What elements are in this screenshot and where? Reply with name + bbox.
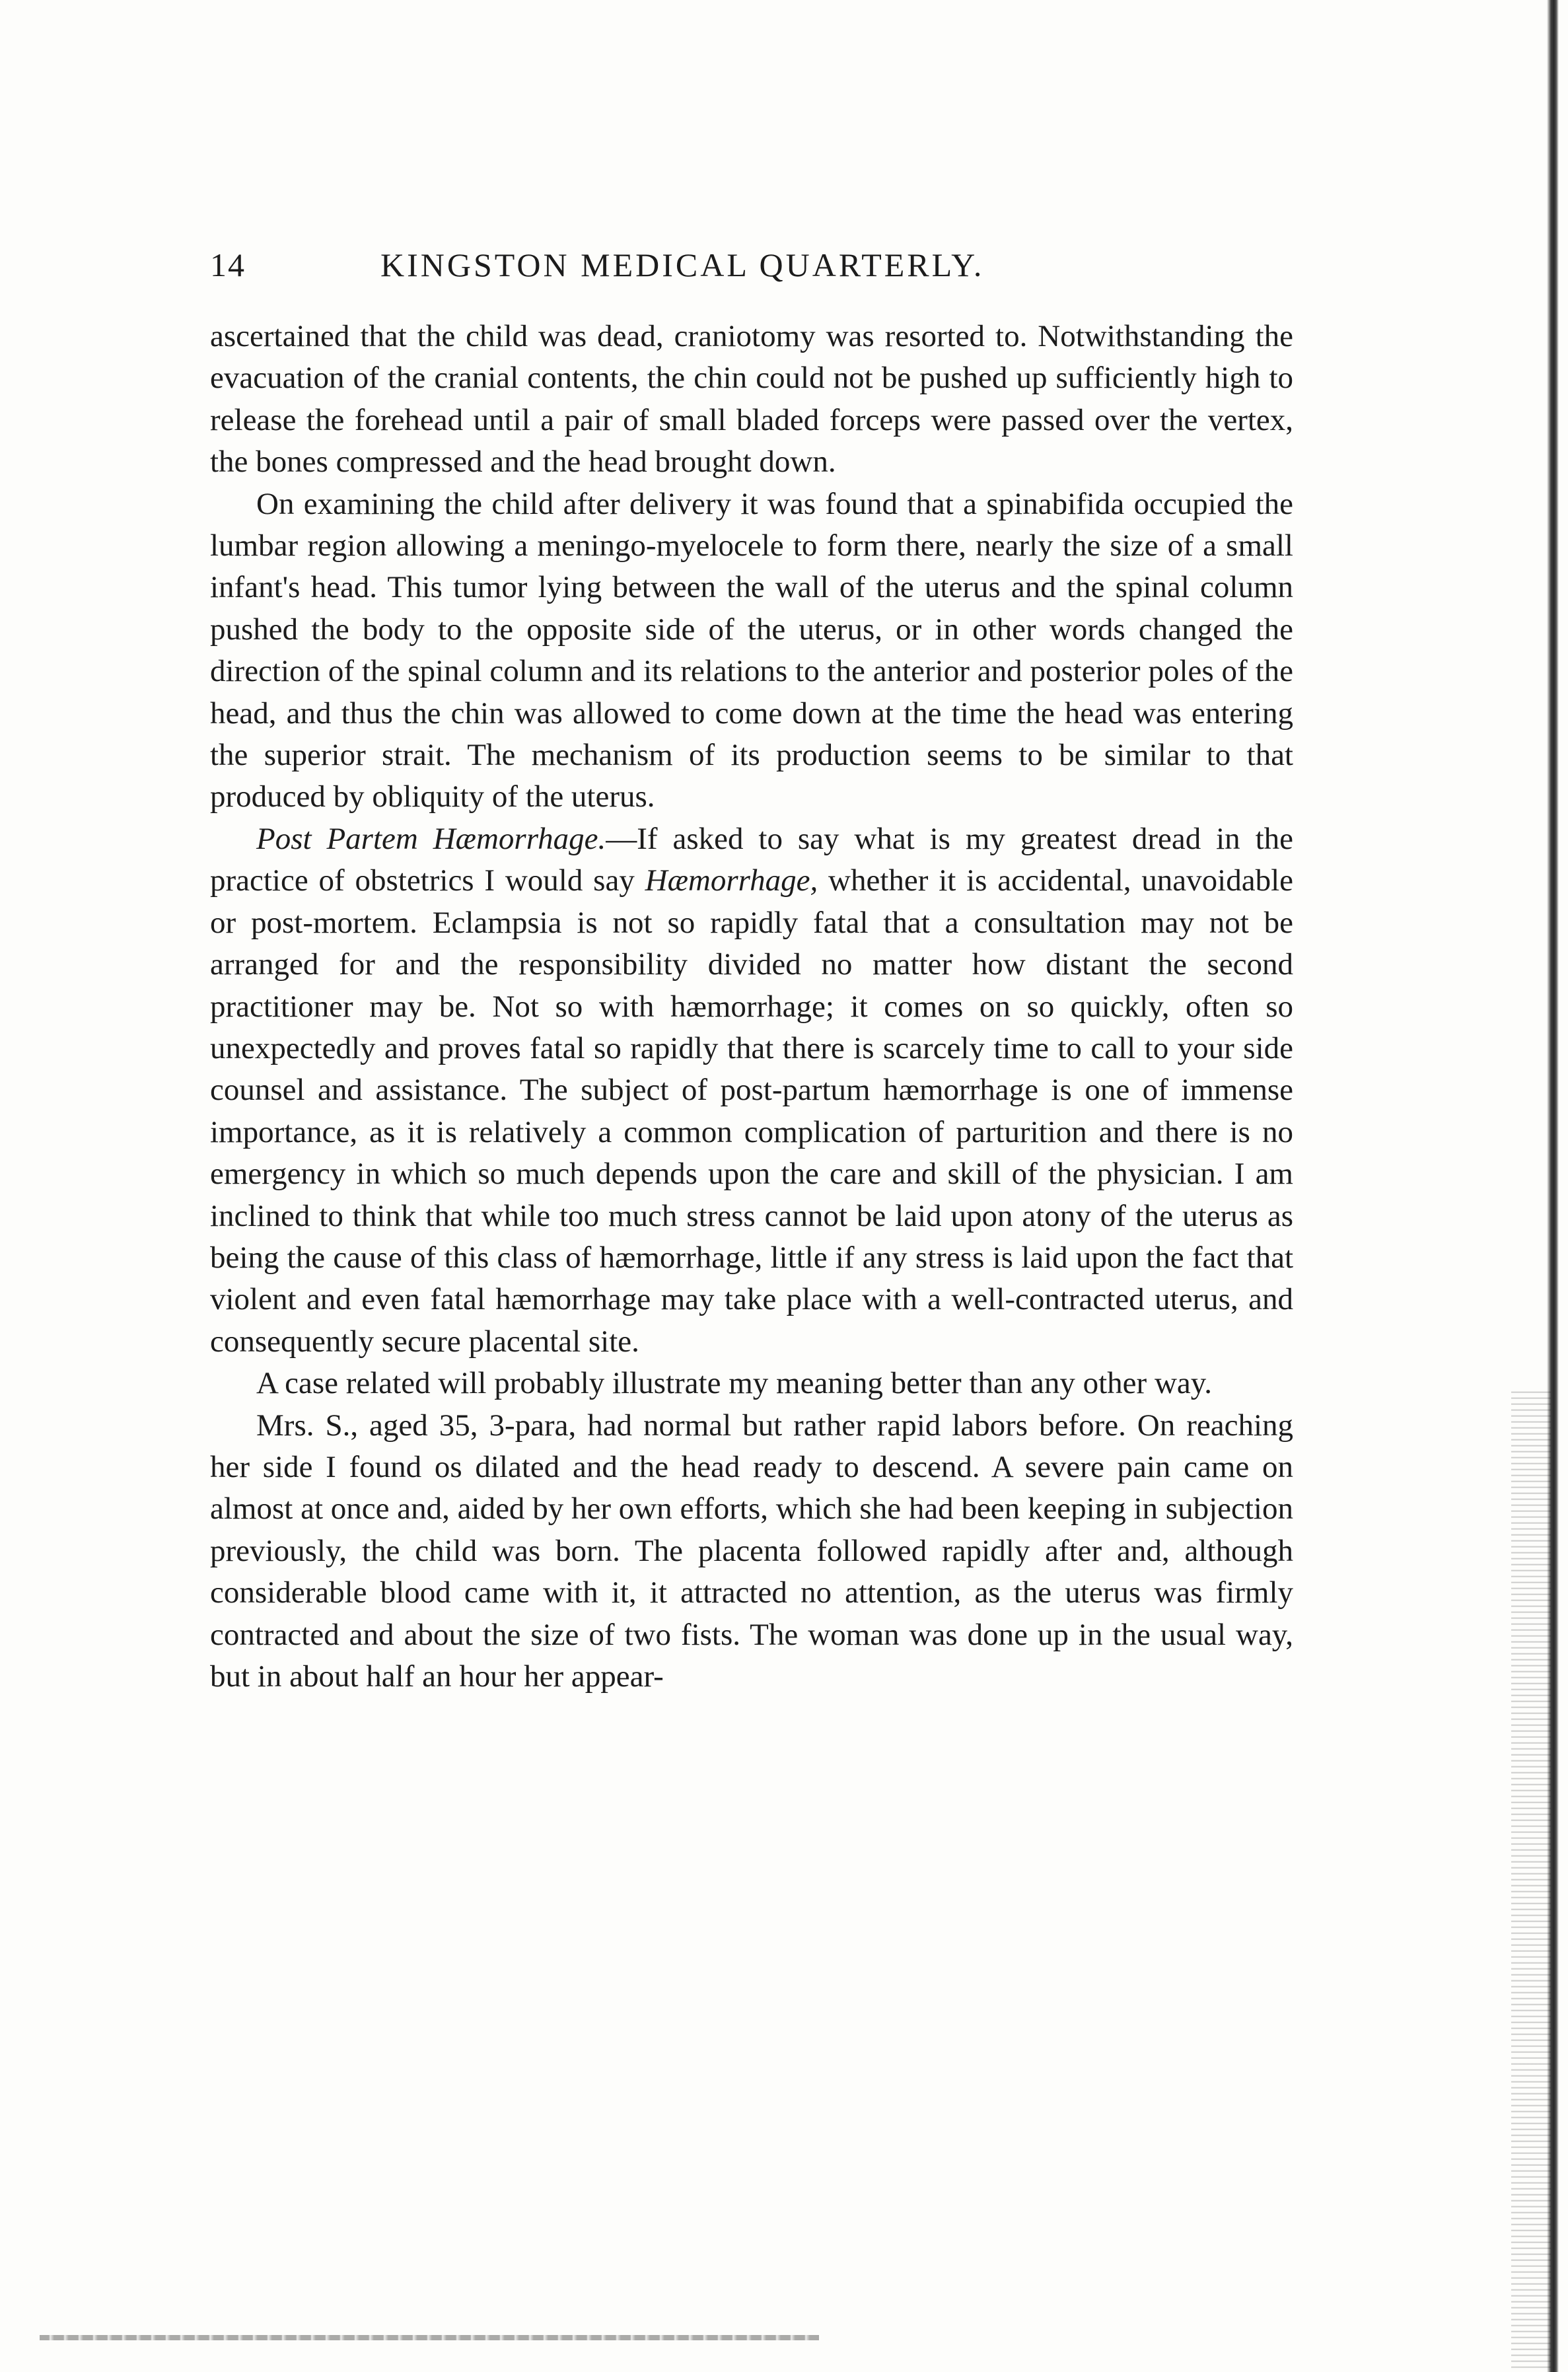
paragraph-2 (210, 484, 1293, 818)
paragraph-text: Mrs. S., aged 35, 3-para, had normal but rather rapid labors before. On reaching her side I found os dilated and the head ready to descend. A severe pain came on almost at once and, aided by her own efforts, which she had been keeping in subjection previously, the child was born. The placenta followed rapidly after and, although considerable blood came with it, it attracted no attention, as the uterus was firmly contracted and about the size of two fists. The woman was done up in the usual way, but in about half an hour her appear- (210, 1408, 1293, 1694)
section-heading: Post Partem Hæmorrhage. (256, 821, 606, 856)
article-body (210, 316, 1293, 1698)
paragraph-5 (210, 1405, 1293, 1698)
paragraph-1 (210, 316, 1293, 484)
paragraph-3 (210, 818, 1293, 1363)
page-header (210, 246, 1293, 292)
scan-smudge (40, 2335, 819, 2340)
page-number: 14 (210, 246, 246, 283)
binding-speckle (1511, 1387, 1551, 2372)
emphasis-term: Hæmorrhage, (645, 863, 818, 898)
paragraph-text: On examining the child after delivery it was found that a spinabifida occupied the lumbar region allowing a meningo-myelocele to form there, nearly the size of a small infant's head. This tumor lying between the wall of the uterus and the spinal column pushed the body to the opposite side of the uterus, or in other words changed the direction of the spinal column and its relations to the anterior and posterior poles of the head, and thus the chin was allowed to come down at the time the head was entering the superior strait. The mechanism of its production seems to be similar to that produced by obliquity of the uterus. (210, 486, 1293, 814)
paragraph-text: whether it is accidental, unavoidable or post-mortem. Eclampsia is not so rapidly fatal that a consultation may not be arranged for and the responsibility divided no matter how distant the second practitioner may be. Not so with hæmorrhage; it comes on so quickly, often so unexpectedly and proves fatal so rapidly that there is scarcely time to call to your side counsel and assistance. The subject of post-partum hæmorrhage is one of immense importance, as it is relatively a common complication of parturition and there is no emergency in which so much depends upon the care and skill of the physician. I am inclined to think that while too much stress cannot be laid upon atony of the uterus as being the cause of this class of hæmorrhage, little if any stress is laid upon the fact that violent and even fatal hæmorrhage may take place with a well-contracted uterus, and consequently secure placental site. (210, 863, 1294, 1359)
running-title: KINGSTON MEDICAL QUARTERLY. (380, 246, 985, 283)
paragraph-text: A case related will probably illustrate my meaning better than any other way. (256, 1366, 1212, 1401)
paragraph-text: —If asked to say what is my greatest dread in the practice of obstetrics I would say (210, 821, 1293, 898)
paragraph-4 (210, 1363, 1293, 1404)
paragraph-text: ascertained that the child was dead, craniotomy was resorted to. Notwithstanding the evacuation of the cranial contents, the chin could not be pushed up sufficiently high to release the forehead until a pair of small bladed forceps were passed over the vertex, the bones compressed and the head brought down. (210, 319, 1293, 480)
